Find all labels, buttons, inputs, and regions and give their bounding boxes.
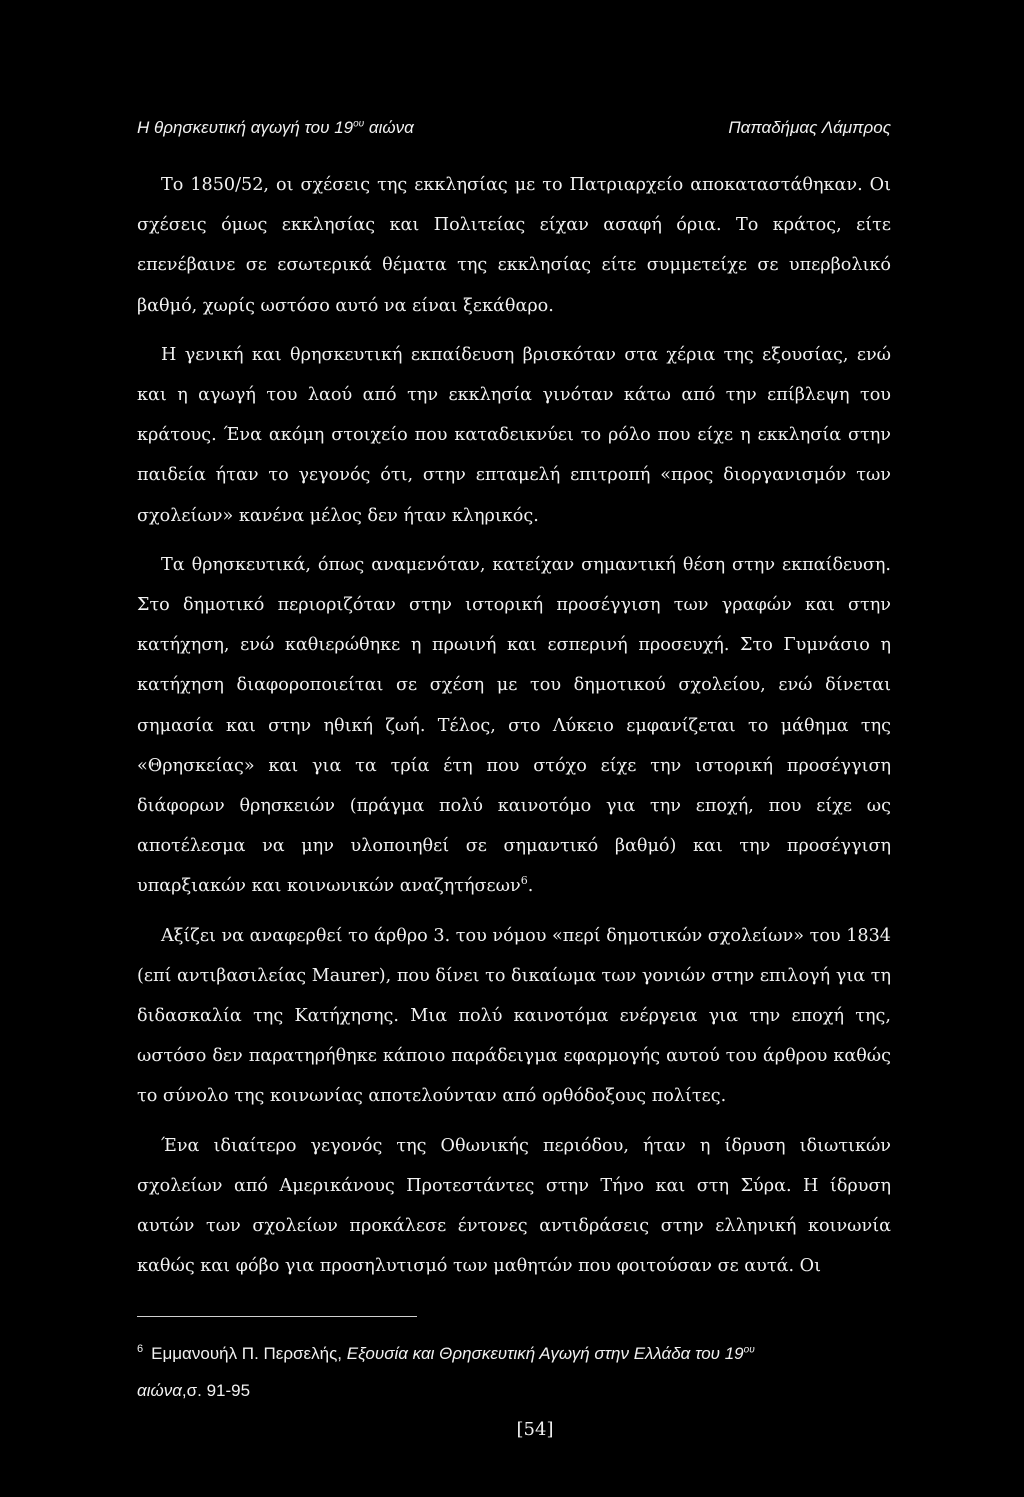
footnote [137,1335,891,1409]
page-number: [54] [516,1419,554,1440]
footnote-divider [137,1316,417,1317]
paragraph: Η γενική και θρησκευτική εκπαίδευση βρισκόταν στα χέρια της εξουσίας, ενώ και η αγωγή του λαού από την εκκλησία γινόταν κάτω από την επίβλεψη του κράτους. Ένα ακόμη στοιχείο που καταδεικνύει το ρόλο που είχε η εκκλησία στην παιδεία ήταν το γεγονός ότι, στην επταμελή επιτροπή «προς διοργανισμόν των σχολείων» κανένα μέλος δεν ήταν κληρικός. [137,344,891,526]
running-header [137,118,891,144]
paragraph-end: . [527,876,534,897]
paragraph: Το 1850/52, οι σχέσεις της εκκλησίας με το Πατριαρχείο αποκαταστάθηκαν. Οι σχέσεις όμως εκκλησίας και Πολιτείας είχαν ασαφή όρια. Το κράτος, είτε επενέβαινε σε εσωτερικά θέματα της εκκλησίας είτε συμμετείχε σε υπερβολικό βαθμό, χωρίς ωστόσο αυτό να είναι ξεκάθαρο. [137,175,891,316]
paragraph-text: Τα θρησκευτικά, όπως αναμενόταν, κατείχαν σημαντική θέση στην εκπαίδευση. Στο δημοτικό περιοριζόταν στην ιστορική προσέγγιση των γραφών και στην κατήχηση, ενώ καθιερώθηκε η πρωινή και εσπερινή προσευχή. Στο Γυμνάσιο η κατήχηση διαφοροποιείται σε σχέση με του δημοτικού σχολείου, ενώ δίνεται σημασία και στην ηθική ζωή. Τέλος, στο Λύκειο εμφανίζεται το μάθημα της «Θρησκείας» και για τα τρία έτη που στόχο είχε την ιστορική προσέγγιση διάφορων θρησκειών (πράγμα πολύ καινοτόμο για την εποχή, που είχε ως αποτέλεσμα να μην υλοποιηθεί σε σημαντικό βαθμό) και την προσέγγιση υπαρξιακών και κοινωνικών αναζητήσεων [137,554,891,897]
footnote-reference[interactable]: 6 [520,874,528,888]
header-title: Η θρησκευτική αγωγή του $19^{o\upsilon}$ αιώνα [137,118,414,137]
header-author: Παπαδήμας Λάμπρος [728,118,891,137]
body-text [137,165,891,1295]
paragraph: Ένα ιδιαίτερο γεγονός της Οθωνικής περιόδου, ήταν η ίδρυση ιδιωτικών σχολείων από Αμερικάνους Προτεστάντες στην Τήνο και στη Σύρα. Η ίδρυση αυτών των σχολείων προκάλεσε έντονες αντιδράσεις στην ελληνική κοινωνία καθώς και φόβο για προσηλυτισμό των μαθητών που φοιτούσαν σε αυτά. Οι [137,1135,891,1277]
footnote-author: Εμμανουήλ Π. Περσελής, [151,1344,347,1363]
paragraph: Αξίζει να αναφερθεί το άρθρο 3. του νόμου «περί δημοτικών σχολείων» του 1834 (επί αντιβασιλείας Maurer), που δίνει το δικαίωμα των γονιών στην επιλογή για τη διδασκαλία της Κατήχησης. Μια πολύ καινοτόμα ενέργεια για την εποχή της, ωστόσο δεν παρατηρήθηκε κάποιο παράδειγμα εφαρμογής αυτού του άρθρου καθώς το σύνολο της κοινωνίας αποτελούνταν από ορθόδοξους πολίτες. [137,925,891,1107]
footnote-number: 6 [137,1343,144,1356]
paragraph [137,545,891,907]
footnote-title: Εξουσία και Θρησκευτική Αγωγή στην Ελλάδα του $19^{o\upsilon}$ αιώνα [137,1344,755,1400]
footnote-pages: ,σ. 91-95 [181,1381,251,1400]
